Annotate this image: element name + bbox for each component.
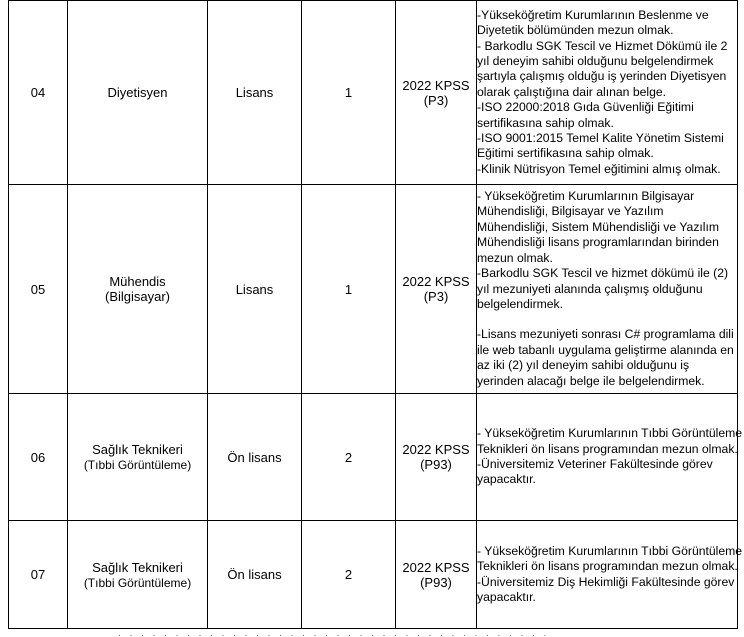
position-count: 2 — [302, 521, 396, 629]
table-row — [9, 1, 738, 185]
requirement-line: ile web tabanlı uygulama geliştirme alanında en — [477, 342, 734, 357]
table-row — [9, 521, 738, 629]
requirement-line: -Lisans mezuniyeti sonrası C# programlama dili — [477, 327, 734, 342]
position-count: 1 — [302, 1, 396, 185]
position-title-main: Mühendis — [109, 274, 166, 289]
requirements — [477, 185, 738, 394]
kpss-score-type — [396, 394, 477, 521]
kpss-score-type — [396, 521, 477, 629]
position-title — [68, 1, 208, 185]
requirement-line: - Barkodlu SGK Tescil ve Hizmet Dökümü ile 2 — [477, 38, 728, 53]
positions-table — [8, 0, 743, 629]
requirement-line: yapacaktır. — [477, 472, 536, 487]
position-title — [68, 185, 208, 394]
requirement-line: Eğitimi sertifikasına sahip olmak. — [477, 146, 654, 161]
position-count: 1 — [302, 185, 396, 394]
position-count: 2 — [302, 394, 396, 521]
education-level: Ön lisans — [208, 394, 302, 521]
requirement-line: Teknikleri ön lisans programından mezun olmak. — [477, 559, 738, 574]
requirement-line: - Yükseköğretim Kurumlarının Tıbbi Görüntüleme — [477, 426, 743, 441]
education-level: Ön lisans — [208, 521, 302, 629]
position-title-main: Diyetisyen — [107, 85, 168, 100]
kpss-year: 2022 KPSS — [402, 559, 470, 575]
kpss-year: 2022 KPSS — [402, 442, 470, 457]
requirement-line: -Üniversitemiz Diş Hekimliği Fakültesinde görev — [477, 574, 735, 589]
requirement-line: -ISO 22000:2018 Gıda Güvenliği Eğitimi — [477, 100, 694, 115]
table-row — [9, 185, 738, 394]
kpss-code: (P3) — [423, 92, 449, 108]
row-number: 04 — [9, 1, 68, 185]
requirements — [477, 394, 743, 521]
requirement-line: Teknikleri ön lisans programından mezun olmak. — [477, 441, 738, 456]
kpss-code: (P93) — [420, 457, 452, 472]
requirement-line: az iki (2) yıl deneyim sahibi olduğunu iş — [477, 358, 690, 373]
kpss-code: (P3) — [423, 289, 449, 304]
requirement-line: mezun olmak. — [477, 250, 553, 265]
requirement-line: Mühendisliği, Bilgisayar ve Yazılım — [477, 204, 664, 219]
positions-body — [9, 1, 743, 629]
position-title-sub: (Tıbbi Görüntüleme) — [83, 575, 192, 590]
requirement-line: yapacaktır. — [477, 589, 536, 604]
requirement-line: yıl deneyim sahibi olduğunu belgelendirmek — [477, 53, 714, 68]
requirement-line: -Yükseköğretim Kurumlarının Beslenme ve — [477, 7, 709, 22]
kpss-score-type — [396, 185, 477, 394]
requirement-line: yerinden alacağı belge ile belgelendirmek. — [477, 373, 705, 388]
requirement-line: - Yükseköğretim Kurumlarının Tıbbi Görüntüleme — [477, 543, 743, 558]
kpss-code: (P93) — [420, 574, 452, 590]
requirements — [477, 1, 738, 185]
table-row — [9, 394, 738, 521]
requirement-line: -Barkodlu SGK Tescil ve hizmet dökümü ile (2) — [477, 266, 729, 281]
requirement-line: belgelendirmek. — [477, 296, 564, 311]
requirement-line: - Yükseköğretim Kurumlarının Bilgisayar — [477, 189, 695, 204]
kpss-year: 2022 KPSS — [402, 77, 470, 93]
requirement-spacer — [477, 312, 737, 327]
education-level: Lisans — [208, 1, 302, 185]
requirement-line: -Klinik Nütrisyon Temel eğitimini almış olmak. — [477, 161, 721, 176]
position-title — [68, 394, 208, 521]
position-title-main: Sağlık Teknikeri — [92, 559, 183, 575]
education-level: Lisans — [208, 185, 302, 394]
requirements — [477, 521, 743, 629]
position-title — [68, 521, 208, 629]
row-number: 06 — [9, 394, 68, 521]
requirement-line: -Üniversitemiz Veteriner Fakültesinde görev — [477, 457, 713, 471]
kpss-score-type — [396, 1, 477, 185]
cut-off-text-fragment: · · · · · · · · · · · · · · · · · · · · · · · · · · · · · · · · · · · · · · — [118, 630, 550, 637]
position-title-sub: (Bilgisayar) — [104, 289, 170, 304]
position-title-sub: (Tıbbi Görüntüleme) — [83, 458, 192, 472]
requirement-line: olarak çalıştığına dair alınan belge. — [477, 84, 667, 99]
row-number: 05 — [9, 185, 68, 394]
requirement-line: sertifikasına sahip olmak. — [477, 115, 614, 130]
requirement-line: Diyetetik bölümünden mezun olmak. — [477, 23, 674, 38]
requirement-line: Mühendisliği, Sistem Mühendisliği ve Yazılım — [477, 219, 720, 234]
requirement-line: yıl mezuniyeti alanında çalışmış olduğunu — [477, 281, 703, 296]
requirement-line: -ISO 9001:2015 Temel Kalite Yönetim Sistemi — [477, 131, 724, 146]
requirement-line: şartıyla çalışmış olduğu iş yerinden Diyetisyen — [477, 69, 727, 84]
row-number: 07 — [9, 521, 68, 629]
kpss-year: 2022 KPSS — [402, 274, 470, 289]
position-title-main: Sağlık Teknikeri — [92, 442, 183, 457]
requirement-line: Mühendisliği lisans programlarından birinden — [477, 235, 719, 250]
